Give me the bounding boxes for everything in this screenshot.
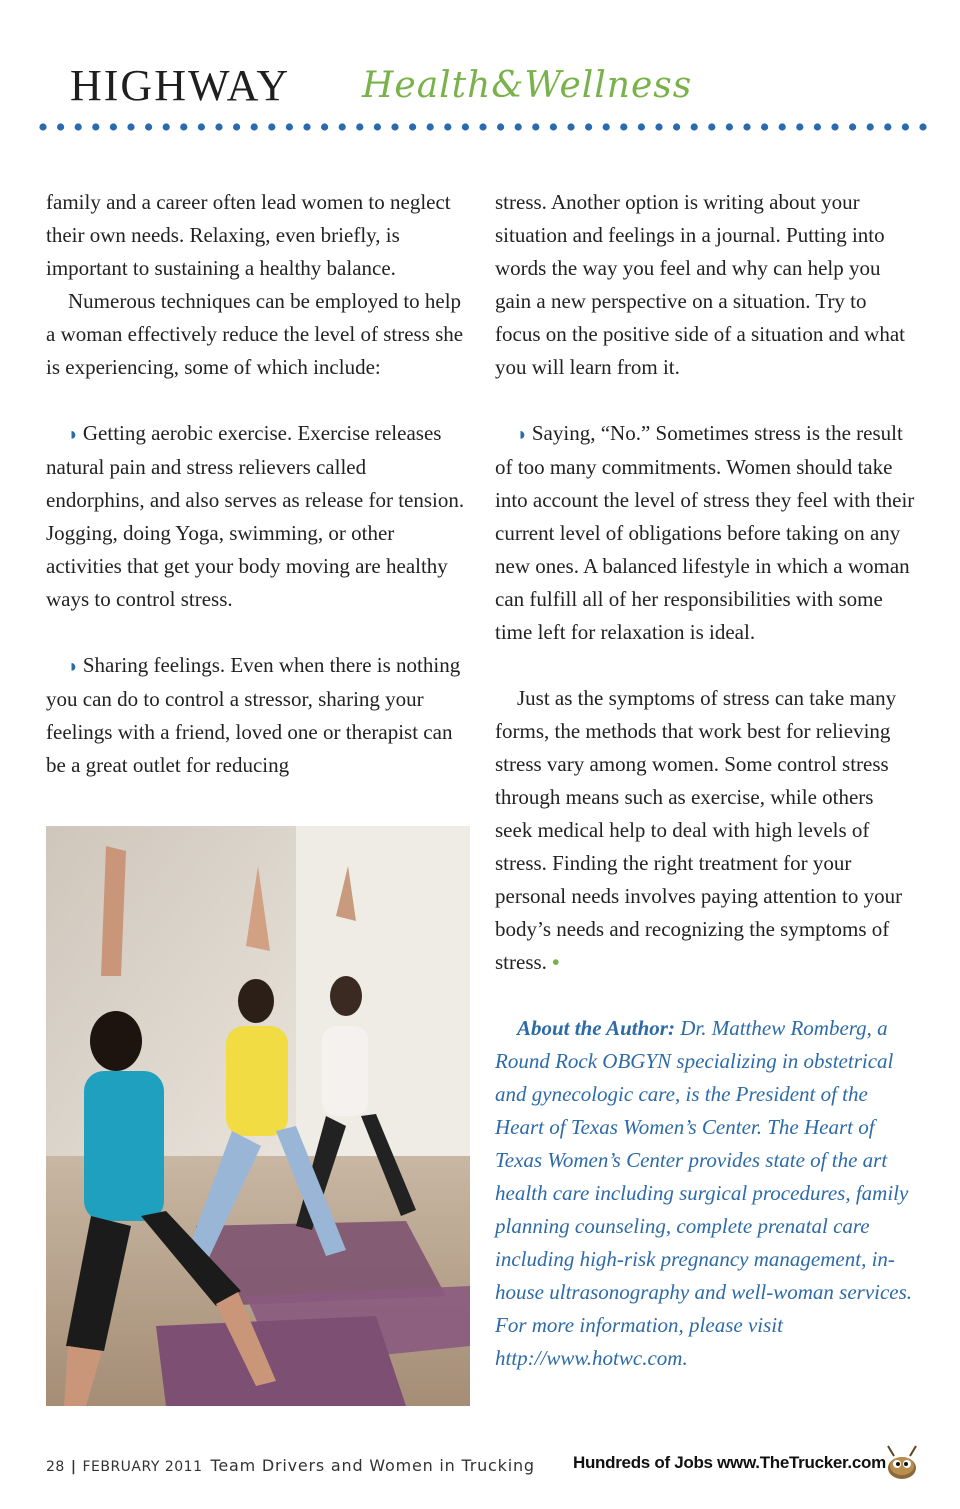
author-text: Dr. Matthew Romberg, a Round Rock OBGYN specializing in obstetrical and gynecologic care, is the President of the Heart of Texas Women’s Center. The Heart of Texas Women’s Center provides state of the art health care including surgical procedures, family planning counseling, complete prenatal care including high-risk pregnancy management, in-house ultrasonography and well-woman services. For more information, please visit http://www.hotwc.com. (495, 1016, 913, 1370)
divider-dot (233, 123, 240, 130)
divider-dot (57, 123, 64, 130)
divider-dot (743, 123, 750, 130)
divider-dot (145, 123, 152, 130)
divider-dot (708, 123, 715, 130)
divider-dot (532, 123, 539, 130)
divider-dot (444, 123, 451, 130)
divider-dot (902, 123, 909, 130)
divider-dot (127, 123, 134, 130)
paragraph: family and a career often lead women to neglect their own needs. Relaxing, even briefly, is important to sustaining a healthy balance. (46, 190, 451, 280)
paragraph: stress. Another option is writing about your situation and feelings in a journal. Putting into words the way you feel and why can help you gain a new perspective on a situation. Try to focus on the positive side of a situation and what you will learn from it. (495, 190, 906, 379)
author-bio (495, 1012, 915, 1375)
divider-dot (673, 123, 680, 130)
divider-dot (356, 123, 363, 130)
section-subtitle: Health&Wellness (362, 65, 693, 106)
divider-dot (391, 123, 398, 130)
divider-dot (761, 123, 768, 130)
divider-dot (620, 123, 627, 130)
bullet-item (495, 417, 915, 649)
page-number: 28 (46, 1459, 65, 1475)
divider-dot (39, 123, 46, 130)
author-label: About the Author: (517, 1016, 675, 1040)
divider-dot (867, 123, 874, 130)
closing-text: Just as the symptoms of stress can take many forms, the methods that work best for relieving stress vary among women. Some control stress through means such as exercise, while others seek medical help to deal with high levels of stress. Finding the right treatment for your personal needs involves paying attention to your body’s needs and recognizing the symptoms of stress. (495, 686, 903, 974)
divider-dot (110, 123, 117, 130)
divider-dot (321, 123, 328, 130)
divider-dot (603, 123, 610, 130)
divider-dot (215, 123, 222, 130)
divider-dot (180, 123, 187, 130)
bug-mascot-icon (880, 1442, 924, 1482)
divider-dot (286, 123, 293, 130)
divider-dot (198, 123, 205, 130)
divider-dot (919, 123, 926, 130)
divider-dot (884, 123, 891, 130)
divider-dot (163, 123, 170, 130)
divider-dot (567, 123, 574, 130)
divider-dot (638, 123, 645, 130)
divider-dot (779, 123, 786, 130)
page-footer (46, 1448, 926, 1488)
divider-dot (814, 123, 821, 130)
bullet-icon: ◗ (517, 424, 528, 444)
divider-dot (691, 123, 698, 130)
paragraph (495, 682, 915, 979)
divider-dot (479, 123, 486, 130)
publication-name: Team Drivers and Women in Trucking (210, 1456, 535, 1475)
article-column-left (46, 186, 466, 782)
jobs-line: Hundreds of Jobs www.TheTrucker.com (573, 1453, 886, 1472)
bullet-text: Sharing feelings. Even when there is nothing you can do to control a stressor, sharing your feelings with a friend, loved one or therapist can be a great outlet for reducing (46, 653, 461, 777)
divider-dot (726, 123, 733, 130)
divider-dot (585, 123, 592, 130)
bullet-icon: ◗ (68, 656, 79, 676)
bullet-text: Saying, “No.” Sometimes stress is the result of too many commitments. Women should take into account the level of stress they feel with their current level of obligations before taking on any new ones. A balanced lifestyle in which a woman can fulfill all of her responsibilities with some time left for relaxation is ideal. (495, 421, 915, 644)
divider-dot (268, 123, 275, 130)
divider-dot (92, 123, 99, 130)
bullet-item (46, 649, 466, 782)
paragraph: Numerous techniques can be employed to help a woman effectively reduce the level of stress she is experiencing, some of which include: (46, 289, 464, 379)
divider-dot (796, 123, 803, 130)
divider-dot (655, 123, 662, 130)
divider-dot (550, 123, 557, 130)
divider-dot (409, 123, 416, 130)
divider-dot (75, 123, 82, 130)
divider-dot (427, 123, 434, 130)
bullet-text: Getting aerobic exercise. Exercise releases natural pain and stress relievers called endorphins, and also serves as release for tension. Jogging, doing Yoga, swimming, or other activities that get your body moving are healthy ways to control stress. (46, 421, 465, 611)
divider-dot (515, 123, 522, 130)
bullet-item (46, 417, 466, 616)
divider-dot (849, 123, 856, 130)
divider-dot (251, 123, 258, 130)
divider-dot (303, 123, 310, 130)
article-column-right (495, 186, 915, 1375)
divider-dot (831, 123, 838, 130)
issue-date: FEBRUARY 2011 (82, 1459, 203, 1475)
divider-dot (339, 123, 346, 130)
bullet-icon: ◗ (68, 424, 79, 444)
footer-separator: | (70, 1459, 77, 1475)
divider-dot (462, 123, 469, 130)
yoga-photo (46, 826, 470, 1406)
divider-dot (374, 123, 381, 130)
dotted-divider (38, 120, 928, 134)
divider-dot (497, 123, 504, 130)
section-title: HIGHWAY (70, 61, 291, 110)
footer-left (46, 1456, 535, 1475)
end-mark: • (552, 950, 560, 974)
section-header (70, 62, 930, 118)
